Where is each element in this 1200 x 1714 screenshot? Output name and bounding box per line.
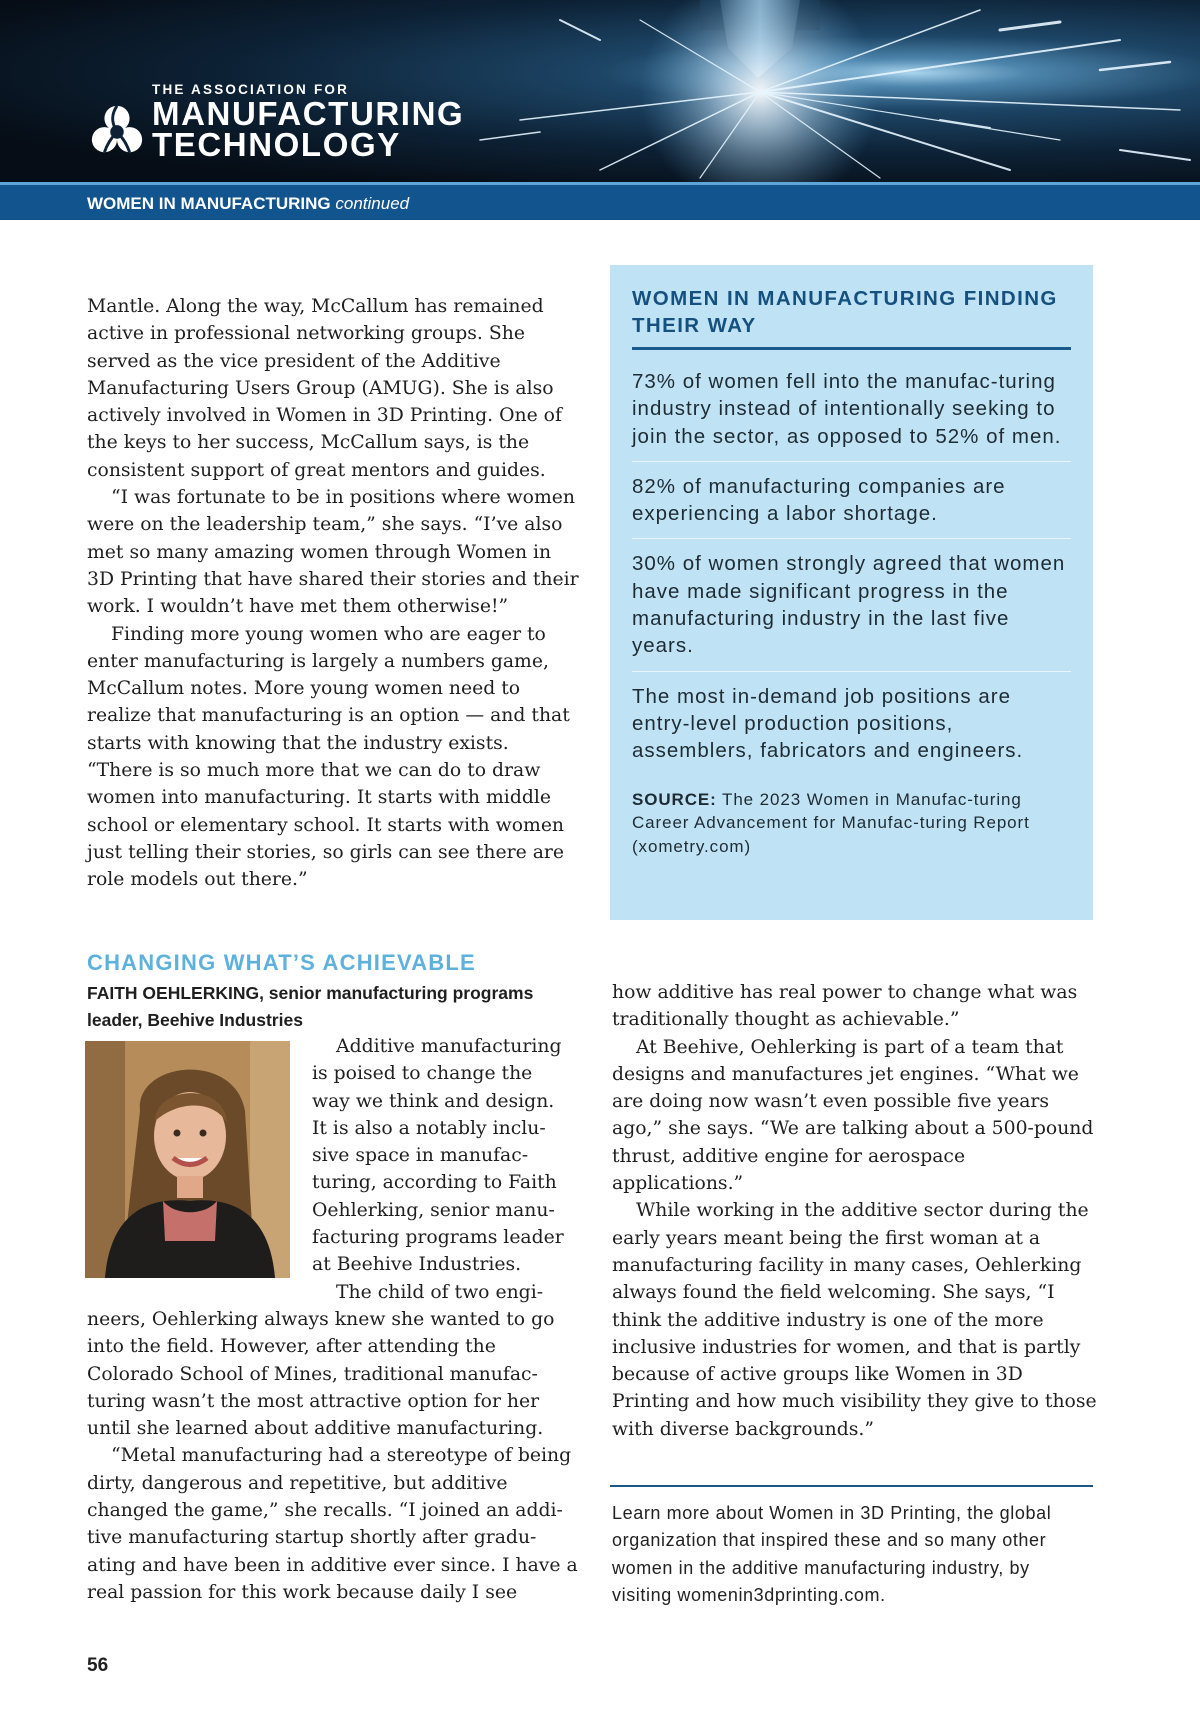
body-paragraph: Finding more young women who are eager to enter manufacturing is largely a numbers game, McCallum notes. More young women need to realize that manufacturing is an option — and that starts with knowing that the industry exists. “There is so much more that we can do to draw women into manufacturing. It starts with middle school or elementary school. It starts with women just telling their stories, so girls can see there are role models out there.”: [87, 623, 570, 891]
sidebar-title: WOMEN IN MANUFACTURING FINDING THEIR WAY: [632, 285, 1071, 350]
profile-intro-paragraph: Additive manufacturing is poised to change the way we think and design. It is also a notably inclu-sive space in manufac-turing, according to Faith Oehlerking, senior manu-facturing programs leader at Beehive Industries. The child of two engi-: [312, 1033, 574, 1306]
body-paragraph: “I was fortunate to be in positions where women were on the leadership team,” she says. “I’ve also met so many amazing women through Women in 3D Printing that have shared their stories and their work. I wouldn’t have met them otherwise!”: [87, 487, 579, 618]
body-paragraph: how additive has real power to change what was traditionally thought as achievable.”: [612, 982, 1078, 1031]
sidebar-stat: 30% of women strongly agreed that women have made significant progress in the manufacturing industry in the last five years.: [632, 539, 1071, 671]
left-article-column: [87, 293, 579, 894]
profile-body-right: [612, 979, 1102, 1443]
profile-body-left: [87, 1306, 579, 1606]
sidebar-stat: The most in-demand job positions are entry-level production positions, assemblers, fabricators and engineers.: [632, 684, 1024, 763]
source-text: The 2023 Women in Manufac-turing Career Advancement for Manufac-turing Report (xometry.com): [632, 789, 1030, 856]
logo-tagline: THE ASSOCIATION FOR: [152, 82, 350, 97]
sidebar-stat: 82% of manufacturing companies are experiencing a labor shortage.: [632, 462, 1071, 540]
divider: [610, 1485, 1093, 1487]
stats-sidebar: [610, 265, 1093, 920]
body-paragraph: At Beehive, Oehlerking is part of a team that designs and manufactures jet engines. “What we are doing now wasn’t even possible five years ago,” she says. “We are talking about a 500-pound thrust, additive engine for aerospace applications.”: [612, 1036, 1094, 1195]
header-banner: [0, 0, 1200, 182]
profile-heading: CHANGING WHAT’S ACHIEVABLE: [87, 950, 476, 975]
section-header-bar: [0, 182, 1200, 220]
body-paragraph: “Metal manufacturing had a stereotype of being dirty, dangerous and repetitive, but additive changed the game,” she recalls. “I joined an addi-tive manufacturing startup shortly after gradu-ating and have been in additive ever since. I have a real passion for this work because daily I see: [87, 1445, 578, 1603]
amt-trefoil-icon: [88, 101, 146, 159]
sidebar-stat: 73% of women fell into the manufac-turing industry instead of intentionally seeking to join the sector, as opposed to 52% of men.: [632, 350, 1071, 462]
source-label: SOURCE:: [632, 789, 717, 809]
section-title: WOMEN IN MANUFACTURING continued: [87, 194, 410, 213]
section-suffix: continued: [335, 194, 410, 213]
body-paragraph: Mantle. Along the way, McCallum has remained active in professional networking groups. She served as the vice president of the Additive Manufacturing Users Group (AMUG). She is also actively involved in Women in 3D Printing. One of the keys to her success, McCallum says, is the consistent support of great mentors and guides.: [87, 296, 562, 481]
profile-byline: FAITH OEHLERKING, senior manufacturing programs leader, Beehive Industries: [87, 983, 534, 1030]
body-paragraph: While working in the additive sector during the early years meant being the first woman at a manufacturing facility in many cases, Oehlerking always found the field welcoming. She says, “I think the additive industry is one of the more inclusive industries for women, and that is partly because of active groups like Women in 3D Printing and how much visibility they give to those with diverse backgrounds.”: [612, 1200, 1097, 1440]
sidebar-source: [632, 788, 1071, 859]
logo-wordmark: MANUFACTURING TECHNOLOGY: [152, 95, 465, 163]
portrait-illustration: [85, 1041, 290, 1278]
footer-note: Learn more about Women in 3D Printing, the global organization that inspired these and so many other women in the additive manufacturing industry, by visiting womenin3dprinting.com.: [612, 1503, 1052, 1605]
profile-photo: [85, 1041, 290, 1278]
page-number: 56: [87, 1655, 109, 1676]
body-paragraph: neers, Oehlerking always knew she wanted to go into the field. However, after attending the Colorado School of Mines, traditional manufac-turing wasn’t the most attractive option for her until she learned about additive manufacturing.: [87, 1309, 555, 1440]
para2-start: The child of two engi-: [336, 1281, 544, 1303]
